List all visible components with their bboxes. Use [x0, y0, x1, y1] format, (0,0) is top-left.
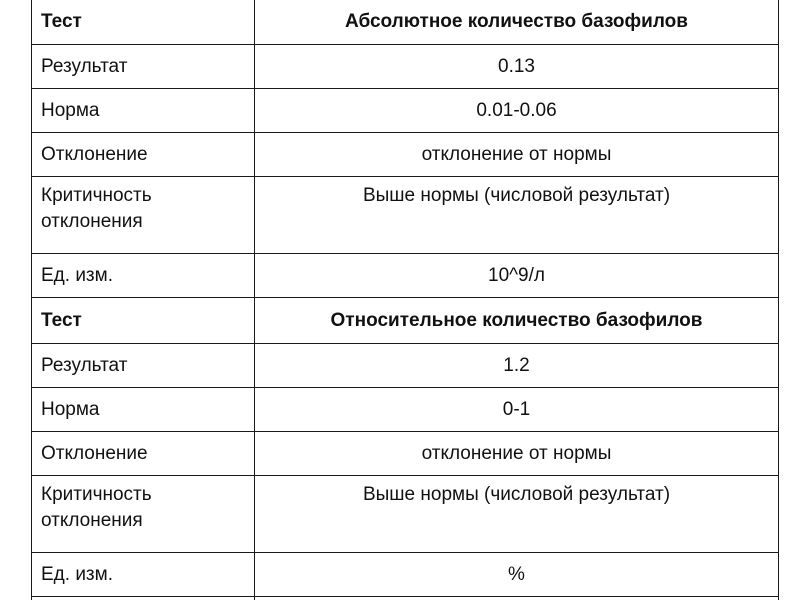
table-row-result	[32, 45, 779, 89]
row-label: Отклонение	[32, 432, 255, 476]
test-header-row	[32, 0, 779, 45]
row-label-line2: отклонения	[41, 510, 143, 531]
table-row-result	[32, 344, 779, 388]
row-label-line1: Критичность	[41, 185, 152, 206]
row-value: %	[255, 553, 779, 597]
table-row-criticality	[32, 177, 779, 254]
row-value: Выше нормы (числовой результат)	[255, 177, 779, 254]
lab-results-table	[31, 0, 779, 600]
row-label: Норма	[32, 388, 255, 432]
row-value: 0.01-0.06	[255, 89, 779, 133]
row-value: отклонение от нормы	[255, 432, 779, 476]
row-label-empty	[32, 597, 255, 600]
row-label: Ед. изм.	[32, 254, 255, 298]
table-row-partial	[32, 597, 779, 600]
row-value-empty	[255, 597, 779, 600]
table-row-criticality	[32, 476, 779, 553]
row-value: 0-1	[255, 388, 779, 432]
table-row-deviation	[32, 432, 779, 476]
row-value: 1.2	[255, 344, 779, 388]
row-label: Результат	[32, 45, 255, 89]
table-row-norm	[32, 388, 779, 432]
row-label-line2: отклонения	[41, 211, 143, 232]
row-label	[32, 476, 255, 553]
row-label: Ед. изм.	[32, 553, 255, 597]
test-header-label: Тест	[32, 298, 255, 344]
row-label: Норма	[32, 89, 255, 133]
test-header-label: Тест	[32, 0, 255, 45]
test-name: Относительное количество базофилов	[255, 298, 779, 344]
row-label	[32, 177, 255, 254]
row-label: Отклонение	[32, 133, 255, 177]
table-row-norm	[32, 89, 779, 133]
row-label-line1: Критичность	[41, 484, 152, 505]
row-value: 10^9/л	[255, 254, 779, 298]
table-row-deviation	[32, 133, 779, 177]
test-header-row	[32, 298, 779, 344]
table-row-units	[32, 254, 779, 298]
row-value: Выше нормы (числовой результат)	[255, 476, 779, 553]
row-label: Результат	[32, 344, 255, 388]
test-name: Абсолютное количество базофилов	[255, 0, 779, 45]
table-row-units	[32, 553, 779, 597]
row-value: 0.13	[255, 45, 779, 89]
row-value: отклонение от нормы	[255, 133, 779, 177]
